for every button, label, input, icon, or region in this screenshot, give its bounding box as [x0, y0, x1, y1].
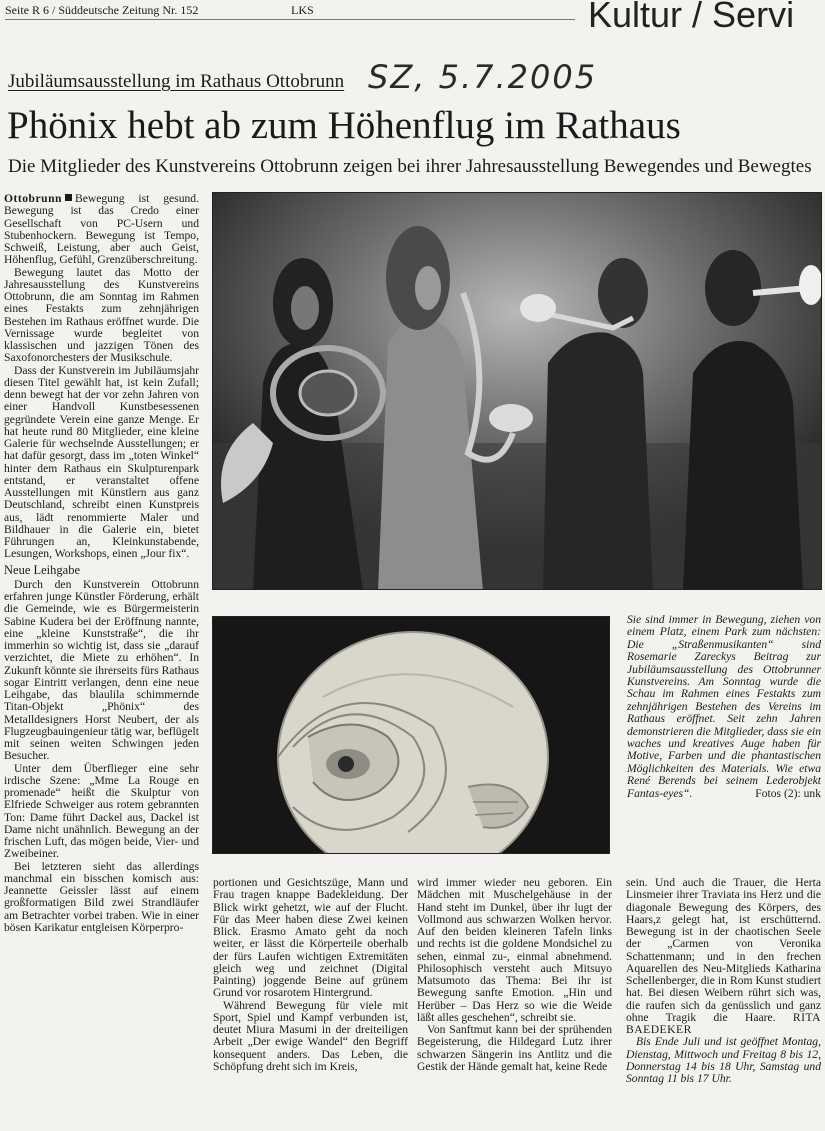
headline: Phönix hebt ab zum Höhenflug im Rathaus [7, 104, 681, 147]
handwritten-note: SZ, 5.7.2005 [368, 58, 598, 96]
paragraph: wird immer wieder neu geboren. Ein Mädchen mit Muschelgehäuse in der Hand steht im Dunkel, über ihr lugt der Vollmond aus schwarzen Wolken hervor. Auf den beiden kleineren Tafeln links und rechts ist die goldene Mondsichel zu sehen, einmal zu-, einmal abnehmend. Philosophisch versteht auch Mitsuyo Matsumoto das Thema: Bei ihr ist Bewegung sanfte Emotion. „Hin und Herüber – Das Herz so wie die Weide läßt alles geschehen“, schreibt sie. [417, 877, 612, 1024]
dateline: Ottobrunn [4, 193, 62, 205]
image-caption [627, 614, 821, 800]
caption-text: Sie sind immer in Bewegung, ziehen von einem Platz, einem Park zum nächsten: Die „Straßenmusikanten“ sind Rosemarie Zareckys Beitrag zur Jubiläumsausstellung des Ottobrunner Kunstvereins. Am Sonntag wurde die Schau im Rahmen eines Festakts zum zehnjährigen Bestehen des Vereins im Rathaus eröffnet. Seit zehn Jahren demonstrieren die Mitglieder, dass sie ein waches und kreatives Auge haben für Motive, Farben und die phantastischen Möglichkeiten des Materials. Wie etwa René Berends bei seinem Lederobjekt Fantas-eyes“. [627, 613, 821, 800]
paragraph: Während Bewegung für viele mit Sport, Spiel und Kampf verbunden ist, deutet Miura Masumi in der dreiteiligen Arbeit „Der ewige Wandel“ den Begriff konsequent anders. Das Leben, die Schöpfung dreht sich im Kreis, [213, 998, 408, 1073]
paragraph: Dass der Kunstverein im Jubiläumsjahr diesen Titel gewählt hat, ist kein Zufall; denn bewegt hat der vor zehn Jahren von einer Handvoll Kunstbesessenen gegründete Verein eine ganze Menge. Er hat heute rund 80 Mitglieder, eine kleine Galerie für wechselnde Ausstellungen; er hat dafür gesorgt, dass im „toten Winkel“ hinter dem Rathaus ein Skulpturenpark entstand, er veranstaltet offene Ausstellungen mit Künstlern aus ganz Deutschland, schreibt einen Kunstpreis aus, lädt renommierte Maler und Bildhauer in die Galerie ein, bietet Führungen an, Kleinkunstabende, Lesungen, Workshops, einen „Jour fix“. [4, 363, 199, 561]
paragraph: Bewegung lautet das Motto der Jahresausstellung des Kunstvereins Ottobrunn, die am Sonntag im Rahmen eines Festakts zum zehnjährigen Bestehen im Rathaus eröffnet wurde. Die Vernissage wurde begleitet von klassischen und jazzigen Tönen des Saxofonorchesters der Musikschule. [4, 265, 199, 365]
edition-label: LKS [291, 3, 314, 17]
paragraph: Unter dem Überflieger eine sehr irdische Szene: „Mme La Rouge en promenade“ heißt die Skulptur von Elfriede Schweiger aus rotem gebrannten Ton: Dame führt Dackel aus, Dackel ist Dame nicht unähnlich. Bewegung an der frischen Luft, das mögen beide, Vier- und Zweibeiner. [4, 761, 199, 861]
header-rule [5, 19, 575, 20]
subhead: Neue Leihgabe [4, 562, 81, 577]
paragraph-text: sein. Und auch die Trauer, die Herta Linsmeier ihrer Traviata ins Herz und die diagonale Bewegung des Körpers, des Haars,z gelegt hat, ist erschütternd. Bewegung ist in der chaotischen Seele der „Carmen von Veronika Schattenmann; und in den frechen Aquarellen des Neu-Mitglieds Katharina Schellenberger, die in Rom Kunst studiert hat. Bei diesen Weibern rührt sich was, die raufen sich da genüsslich und ganz ohne Tragik die Haare. [626, 877, 821, 1024]
paragraph: Durch den Kunstverein Ottobrunn erfahren junge Künstler Förderung, erhält die Gemeinde, wie es Bürgermeisterin Sabine Kudera bei der Eröffnung nannte, eine „kleine Kunststraße“, die ihr immerhin so wichtig ist, dass sie „darauf verzichtet, die Miete zu erhöhen“. In Zukunft könnte sie ihrerseits fürs Rathaus sogar Eintritt verlangen, denn eine neue Leihgabe, das blaulila schimmernde Titan-Objekt „Phönix“ des Metalldesigners Horst Neubert, der als Flugzeugbauingenieur tätig war, beflügelt mit seinen weiten Schwingen jeden Besucher. [4, 577, 199, 763]
paragraph [626, 877, 821, 1036]
article-column-2 [213, 877, 408, 1131]
paragraph: Bewegung ist gesund. Bewegung ist das Credo einer Gesellschaft von PC-Usern und Stubenhockern. Bewegung ist Tempo, Schweiß, Leistung, aber auch Geist, Höhenflug, Gefühl, Grenzüberschreitung. [4, 193, 199, 267]
leather-eye-object-image [212, 616, 610, 854]
dateline-square-icon [65, 194, 72, 201]
bleed-through-shadow [690, 85, 825, 165]
lead-paragraph [4, 193, 199, 267]
painting-street-musicians-image [212, 192, 822, 590]
kicker: Jubiläumsausstellung im Rathaus Ottobrunn [8, 71, 345, 92]
article-column-3 [417, 877, 612, 1131]
page-info: Seite R 6 / Süddeutsche Zeitung Nr. 152 [5, 3, 199, 17]
author-signature: RITA BAEDEKER [626, 1010, 821, 1036]
section-title: Kultur / Servi [588, 0, 795, 35]
article-column-4 [626, 877, 821, 1131]
paragraph: Von Sanftmut kann bei der sprühenden Begeisterung, die Hildegard Lutz ihrer schwarzen Sängerin ins Antlitz und die Gestik der Hände gemalt hat, keine Rede [417, 1023, 612, 1073]
paragraph: portionen und Gesichtszüge, Mann und Frau tragen knappe Badekleidung. Der Blick wirkt gehetzt, wie auf der Flucht. Für das Meer haben diese Zwei keinen Blick. Erasmo Amato geht da noch weiter, er lässt die Körperteile oberhalb der fürs Laufen wichtigen Extremitäten gleich weg und zeichnet (Digital Painting) joggende Beine auf grünem Grund vor rosarotem Hintergrund. [213, 877, 408, 1000]
photo-credit: Fotos (2): unk [755, 786, 821, 800]
exhibition-info: Bis Ende Juli und ist geöffnet Montag, Dienstag, Mittwoch und Freitag 8 bis 12, Donnerstag 14 bis 18 Uhr, Samstag und Sonntag 11 bis 17 Uhr. [626, 1035, 821, 1085]
paragraph: Bei letzteren sieht das allerdings manchmal ein bisschen komisch aus: Jeannette Geissler lässt auf einem großformatigen Bild zwei Strandläufer am Betrachter vorbei traben. Wie in einer bösen Karikatur entgleisen Körperpro- [4, 859, 199, 934]
article-column-1 [4, 193, 199, 1128]
subheadline: Die Mitglieder des Kunstvereins Ottobrunn zeigen bei ihrer Jahresausstellung Bewegendes und Bewegtes [8, 156, 812, 177]
